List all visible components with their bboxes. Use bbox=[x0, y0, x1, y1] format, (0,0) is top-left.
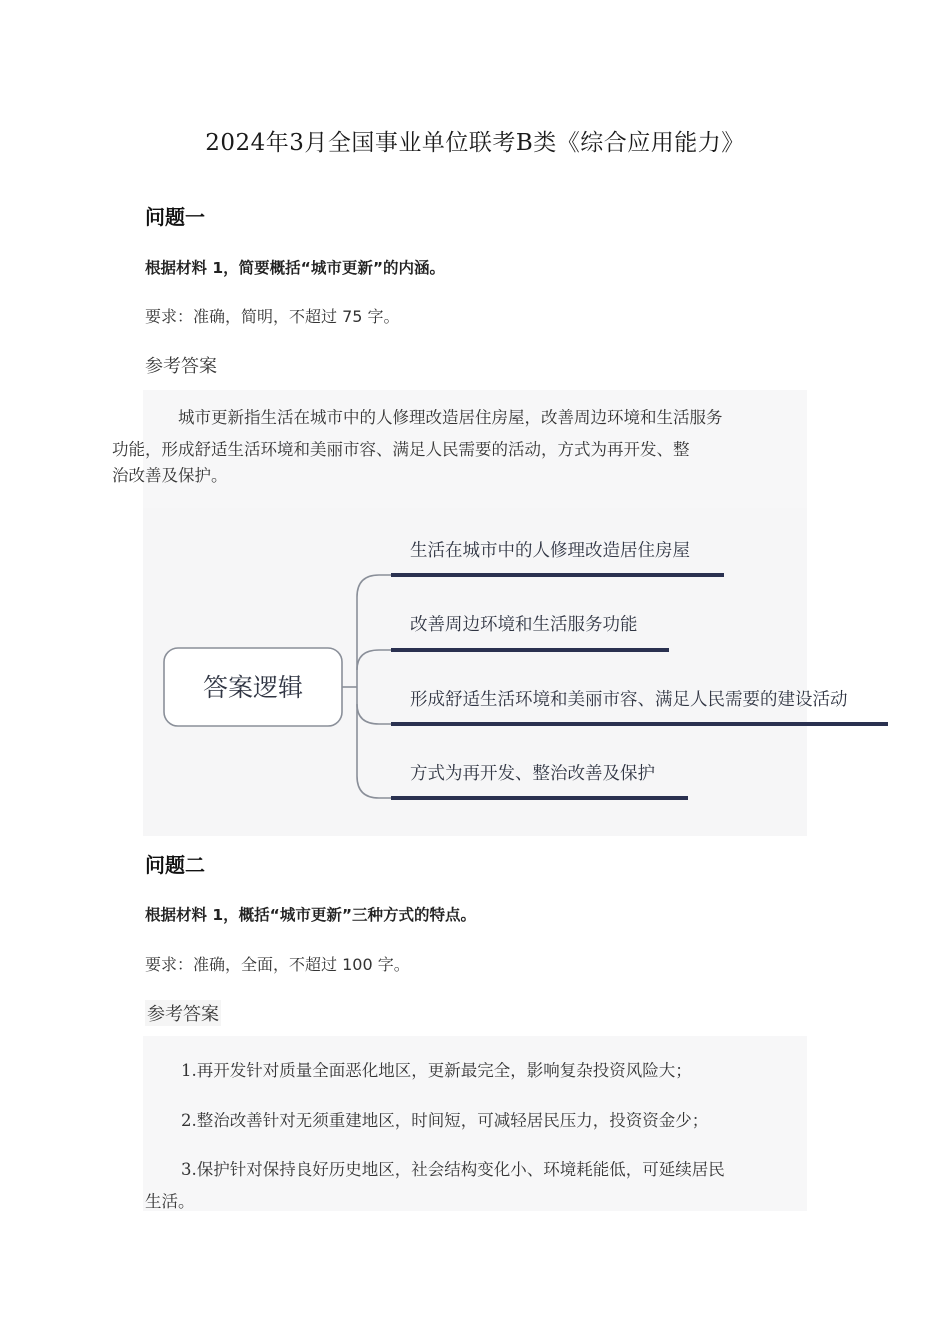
mindmap-branch-label: 形成舒适生活环境和美丽市容、满足人民需要的建设活动 bbox=[410, 690, 848, 710]
question2-heading: 问题二 bbox=[145, 853, 205, 877]
question2-answer-box bbox=[143, 1036, 807, 1211]
answer-item: 1.再开发针对质量全面恶化地区，更新最完全，影响复杂投资风险大； bbox=[181, 1061, 692, 1080]
question1-heading: 问题一 bbox=[145, 205, 205, 229]
mindmap-branch-label: 改善周边环境和生活服务功能 bbox=[410, 615, 638, 635]
mindmap-branch-label: 生活在城市中的人修理改造居住房屋 bbox=[410, 541, 690, 561]
mindmap-connector bbox=[357, 776, 391, 798]
question2-answer-label: 参考答案 bbox=[145, 1000, 221, 1026]
mindmap-connector bbox=[357, 650, 391, 670]
question1-answer-label: 参考答案 bbox=[145, 356, 217, 377]
answer-line: 治改善及保护。 bbox=[112, 466, 228, 485]
mindmap-connector bbox=[357, 575, 391, 597]
answer-item: 3.保护针对保持良好历史地区，社会结构变化小、环境耗能低，可延续居民 bbox=[181, 1160, 725, 1179]
question1-answer-text bbox=[112, 402, 807, 498]
question2-prompt: 根据材料 1，概括“城市更新”三种方式的特点。 bbox=[145, 906, 477, 924]
answer-line: 功能，形成舒适生活环境和美丽市容、满足人民需要的活动，方式为再开发、整 bbox=[112, 440, 690, 459]
question1-requirement: 要求：准确，简明，不超过 75 字。 bbox=[145, 307, 400, 326]
document-title: 2024年3月全国事业单位联考B类《综合应用能力》 bbox=[205, 130, 745, 156]
mindmap-diagram bbox=[143, 508, 848, 836]
mindmap-root-label: 答案逻辑 bbox=[202, 673, 304, 702]
mindmap-branch-label: 方式为再开发、整治改善及保护 bbox=[410, 764, 655, 784]
answer-item-tail: 生活。 bbox=[145, 1192, 195, 1211]
answer-item: 2.整治改善针对无须重建地区，时间短，可减轻居民压力，投资资金少； bbox=[181, 1111, 709, 1130]
answer-line: 城市更新指生活在城市中的人修理改造居住房屋，改善周边环境和生活服务 bbox=[178, 408, 723, 427]
mindmap-connector bbox=[357, 704, 391, 724]
question2-requirement: 要求：准确，全面，不超过 100 字。 bbox=[145, 955, 410, 974]
question1-answer-box bbox=[112, 390, 807, 508]
mindmap-svg bbox=[143, 508, 923, 836]
question1-prompt: 根据材料 1，简要概括“城市更新”的内涵。 bbox=[145, 259, 446, 277]
